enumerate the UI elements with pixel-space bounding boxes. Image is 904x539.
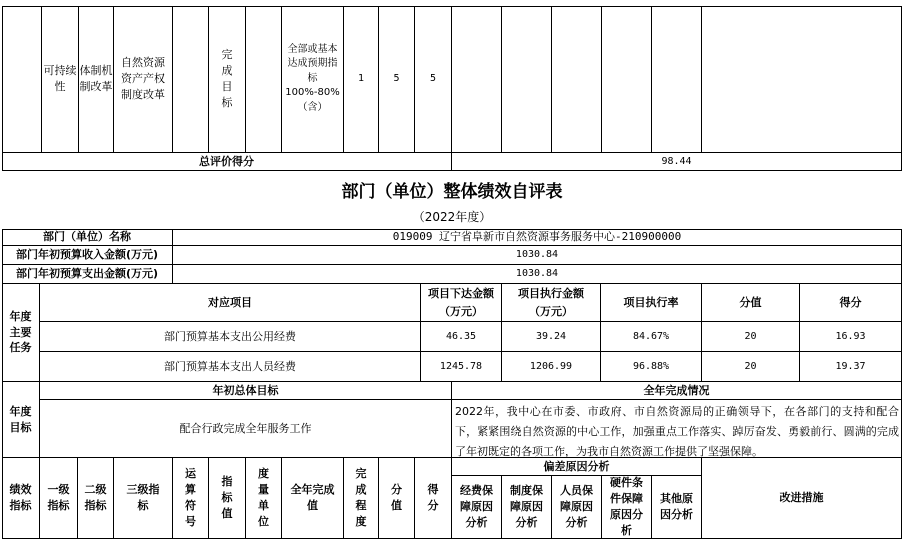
tasks-header-project: 对应项目	[40, 284, 421, 322]
top-cell-points: 5	[379, 6, 415, 153]
deviation-system: 制度保障原因分析	[502, 476, 552, 539]
task-row-0-score: 16.93	[800, 322, 902, 352]
top-cell-completion: 全部或基本达成预期指标100%-80%（含）	[282, 6, 344, 153]
tasks-header-executed: 项目执行金额（万元）	[502, 284, 601, 322]
deviation-other: 其他原因分析	[652, 476, 702, 539]
top-cell-level3: 自然资源资产产权制度改革	[114, 6, 173, 153]
top-cell-level1: 可持续性	[42, 6, 79, 153]
deviation-hardware: 硬件条件保障原因分析	[602, 476, 652, 539]
top-empty-0	[2, 6, 42, 153]
indicators-header-actual: 全年完成值	[282, 458, 344, 539]
tasks-header-points: 分值	[702, 284, 800, 322]
expense-label: 部门年初预算支出金额(万元)	[2, 265, 173, 284]
deviation-staff: 人员保障原因分析	[552, 476, 602, 539]
task-row-1-allocated: 1245.78	[421, 352, 502, 382]
indicators-header-operator: 运算符号	[173, 458, 209, 539]
income-value: 1030.84	[173, 246, 902, 265]
top-empty-11	[452, 6, 502, 153]
deviation-funding: 经费保障原因分析	[452, 476, 502, 539]
task-row-0-allocated: 46.35	[421, 322, 502, 352]
top-empty-4	[173, 6, 209, 153]
task-row-0-points: 20	[702, 322, 800, 352]
tasks-header-allocated: 项目下达金额（万元）	[421, 284, 502, 322]
income-label: 部门年初预算收入金额(万元)	[2, 246, 173, 265]
indicators-header-points: 分值	[379, 458, 415, 539]
indicators-side-label: 绩效指标	[2, 458, 40, 539]
dept-name-value: 019009 辽宁省阜新市自然资源事务服务中心-210900000	[173, 229, 902, 246]
indicators-header-unit: 度量单位	[246, 458, 282, 539]
top-cell-score: 5	[415, 6, 452, 153]
goals-side-label: 年度目标	[2, 382, 40, 458]
indicators-header-score: 得分	[415, 458, 452, 539]
page-title: 部门（单位）整体绩效自评表	[341, 182, 563, 202]
expense-value: 1030.84	[173, 265, 902, 284]
goals-initial-header: 年初总体目标	[40, 382, 452, 400]
indicators-header-level2: 二级指标	[78, 458, 114, 539]
deviation-header: 偏差原因分析	[452, 458, 702, 476]
task-row-0-project: 部门预算基本支出公用经费	[40, 322, 421, 352]
goals-initial-value: 配合行政完成全年服务工作	[40, 400, 452, 458]
top-empty-13	[552, 6, 602, 153]
top-empty-12	[502, 6, 552, 153]
top-empty-6	[246, 6, 282, 153]
top-cell-level2: 体制机制改革	[79, 6, 114, 153]
improvement-header: 改进措施	[702, 458, 902, 539]
total-score-value: 98.44	[452, 153, 902, 171]
indicators-header-level3: 三级指标	[114, 458, 173, 539]
top-empty-14	[602, 6, 652, 153]
page-subtitle: （2022年度）	[412, 210, 492, 224]
dept-name-label: 部门（单位）名称	[2, 229, 173, 246]
indicators-header-level1: 一级指标	[40, 458, 78, 539]
top-empty-16	[702, 6, 902, 153]
goals-done-header: 全年完成情况	[452, 382, 902, 400]
indicators-header-degree: 完成程度	[344, 458, 379, 539]
top-cell-score-value: 1	[344, 6, 379, 153]
top-cell-target: 完成目标	[209, 6, 246, 153]
task-row-0-executed: 39.24	[502, 322, 601, 352]
indicators-header-target: 指标值	[209, 458, 246, 539]
task-row-1-score: 19.37	[800, 352, 902, 382]
task-row-0-rate: 84.67%	[601, 322, 702, 352]
task-row-1-executed: 1206.99	[502, 352, 601, 382]
top-empty-15	[652, 6, 702, 153]
task-row-1-points: 20	[702, 352, 800, 382]
task-row-1-project: 部门预算基本支出人员经费	[40, 352, 421, 382]
total-score-label: 总评价得分	[2, 153, 452, 171]
tasks-side-label: 年度主要任务	[2, 284, 40, 382]
tasks-header-score: 得分	[800, 284, 902, 322]
goals-done-value: 2022年，我中心在市委、市政府、市自然资源局的正确领导下，在各部门的支持和配合下，紧紧围绕自然资源的中心工作，加强重点工作落实、踔厉奋发、勇毅前行、圆满的完成了年初既定的各项工作，为我市自然资源工作提供了坚强保障。	[455, 405, 899, 458]
task-row-1-rate: 96.88%	[601, 352, 702, 382]
tasks-header-rate: 项目执行率	[601, 284, 702, 322]
